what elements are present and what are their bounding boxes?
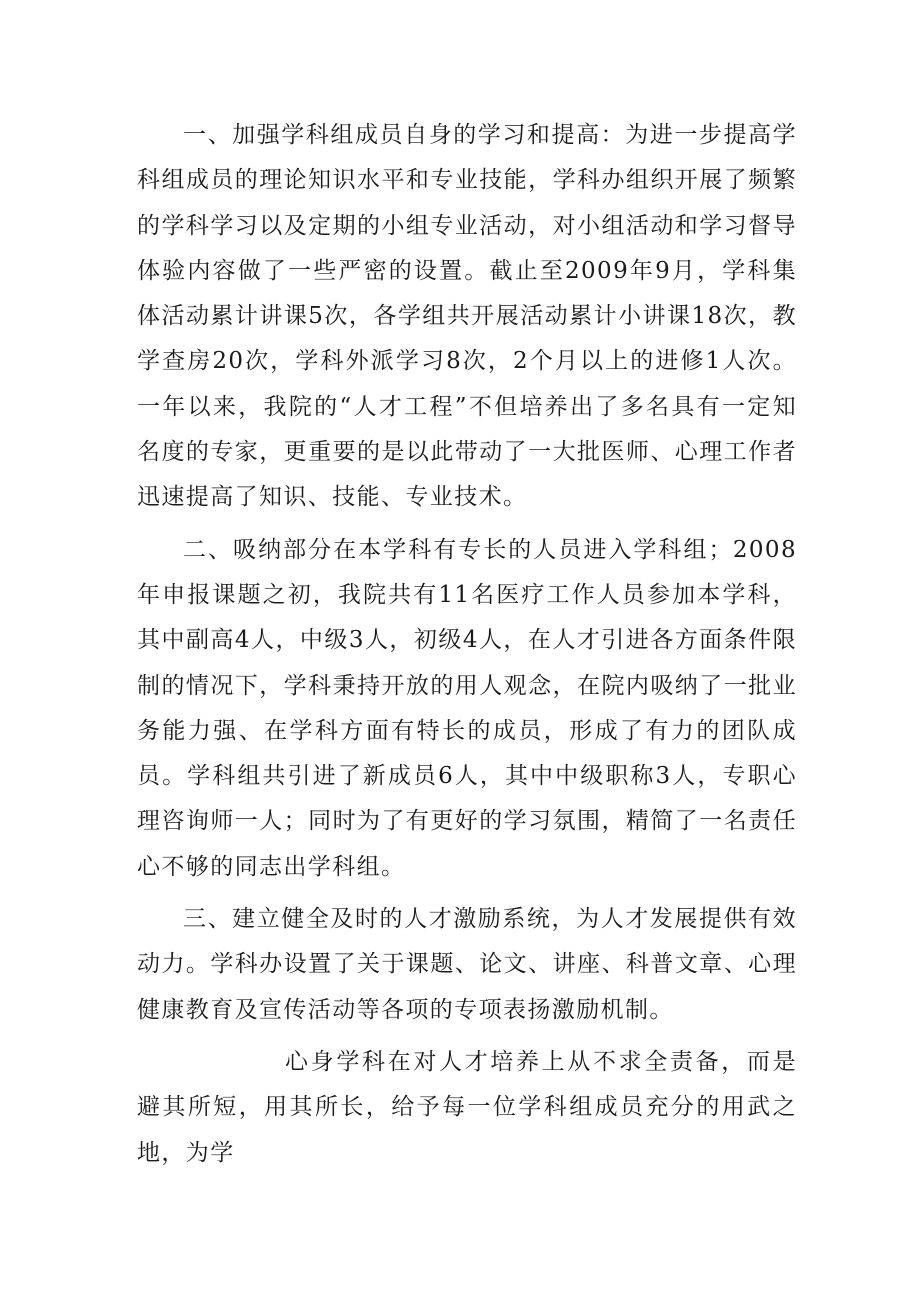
paragraph-incentive-system: 三、建立健全及时的人才激励系统，为人才发展提供有效动力。学科办设置了关于课题、论文、讲座、科普文章、心理健康教育及宣传活动等各项的专项表扬激励机制。 <box>137 906 797 1023</box>
paragraph-talent-policy: 心身学科在对人才培养上从不求全责备，而是避其所短，用其所长，给予每一位学科组成员充分的用武之地，为学 <box>137 1048 797 1166</box>
paragraph-member-recruitment: 二、吸纳部分在本学科有专长的人员进入学科组；2008年申报课题之初，我院共有11名医疗工作人员参加本学科，其中副高4人，中级3人，初级4人，在人才引进各方面条件限制的情况下，学科秉持开放的用人观念，在院内吸纳了一批业务能力强、在学科方面有特长的成员，形成了有力的团队成员。学科组共引进了新成员6人，其中中级职称3人，专职心理咨询师一人；同时为了有更好的学习氛围，精简了一名责任心不够的同志出学科组。 <box>137 536 797 880</box>
document-body <box>137 113 797 1176</box>
paragraph-talent-training: 一、加强学科组成员自身的学习和提高：为进一步提高学科组成员的理论知识水平和专业技能，学科办组织开展了频繁的学科学习以及定期的小组专业活动，对小组活动和学习督导体验内容做了一些严密的设置。截止至2009年9月，学科集体活动累计讲课5次，各学组共开展活动累计小讲课18次，教学查房20次，学科外派学习8次，2个月以上的进修1人次。一年以来，我院的“人才工程”不但培养出了多名具有一定知名度的专家，更重要的是以此带动了一大批医师、心理工作者迅速提高了知识、技能、专业技术。 <box>137 122 797 511</box>
